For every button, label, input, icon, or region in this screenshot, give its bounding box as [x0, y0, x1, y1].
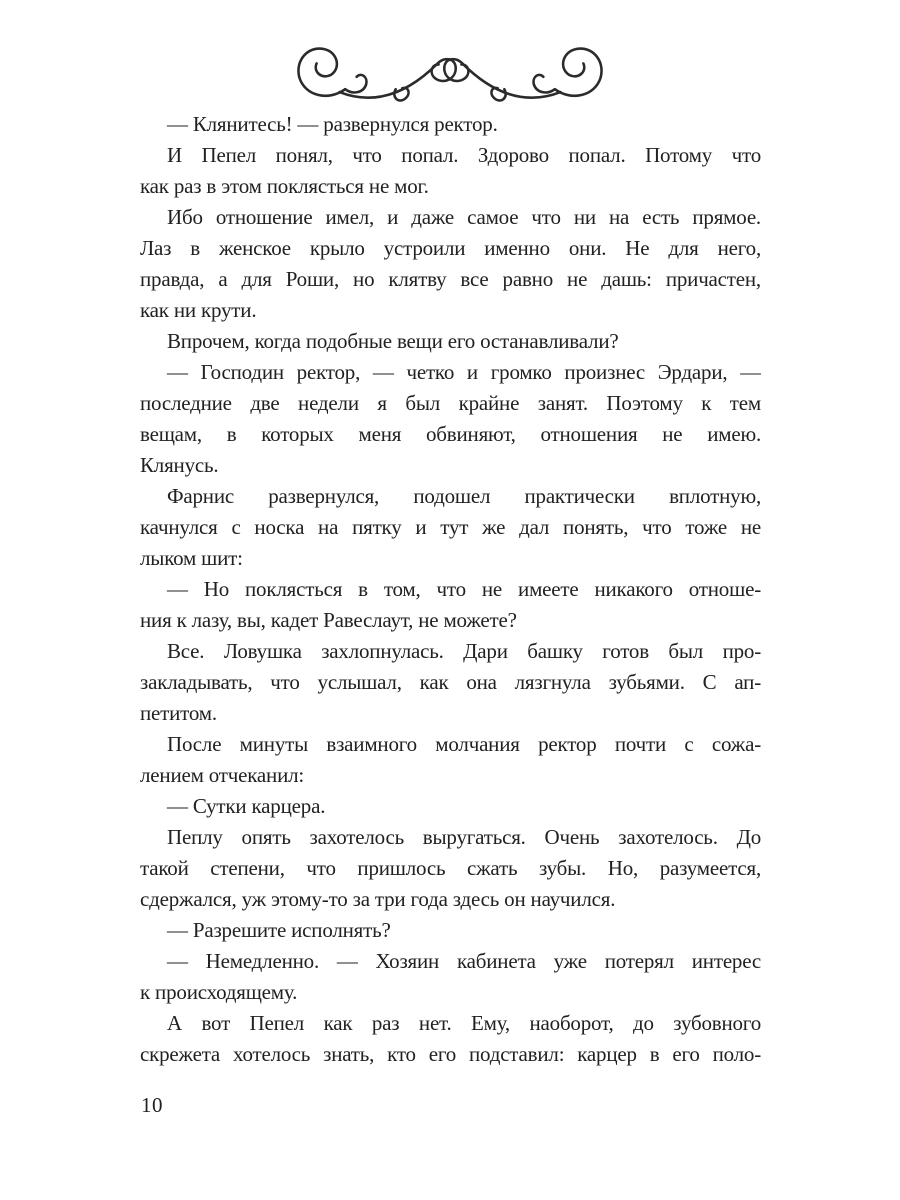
text-line: как ни крути. — [140, 298, 257, 322]
text-line: Пеплу опять захотелось выругаться. Очень захотелось. До — [167, 825, 761, 849]
text-line: сдержался, уж этому-то за три года здесь он научился. — [140, 887, 616, 911]
text-line: правда, а для Роши, но клятву все равно не дашь: причастен, — [140, 267, 761, 291]
text-line: скрежета хотелось знать, кто его подставил: карцер в его поло- — [140, 1042, 761, 1066]
text-line: — Клянитесь! — развернулся ректор. — [167, 112, 498, 136]
text-line: Клянусь. — [140, 453, 219, 477]
text-line: Фарнис развернулся, подошел практически вплотную, — [167, 484, 761, 508]
text-line: Все. Ловушка захлопнулась. Дари башку готов был про- — [167, 639, 761, 663]
text-line: — Разрешите исполнять? — [167, 918, 391, 942]
flourish-divider-icon — [288, 34, 612, 112]
text-line: петитом. — [140, 701, 217, 725]
text-line: качнулся с носка на пятку и тут же дал понять, что тоже не — [140, 515, 761, 539]
text-line: После минуты взаимного молчания ректор почти с сожа- — [167, 732, 761, 756]
text-line: вещам, в которых меня обвиняют, отношения не имею. — [140, 422, 761, 446]
text-line: лением отчеканил: — [140, 763, 305, 787]
text-line: Ибо отношение имел, и даже самое что ни на есть прямое. — [167, 205, 761, 229]
text-line: А вот Пепел как раз нет. Ему, наоборот, до зубовного — [167, 1011, 761, 1035]
text-column — [140, 109, 761, 1070]
text-line: такой степени, что пришлось сжать зубы. Но, разумеется, — [140, 856, 761, 880]
text-line: как раз в этом поклясться не мог. — [140, 174, 429, 198]
text-line: последние две недели я был крайне занят. Поэтому к тем — [140, 391, 761, 415]
text-line: Лаз в женское крыло устроили именно они. Не для него, — [140, 236, 761, 260]
text-line: закладывать, что услышал, как она лязгнула зубьями. С ап- — [140, 670, 761, 694]
text-line: Впрочем, когда подобные вещи его останавливали? — [167, 329, 619, 353]
page-number: 10 — [141, 1093, 163, 1117]
text-line: И Пепел понял, что попал. Здорово попал. Потому что — [167, 143, 761, 167]
text-line: к происходящему. — [140, 980, 298, 1004]
text-line: — Немедленно. — Хозяин кабинета уже потерял интерес — [167, 949, 761, 973]
text-line: — Господин ректор, — четко и громко произнес Эрдари, — — [167, 360, 761, 384]
text-line: — Но поклясться в том, что не имеете никакого отноше- — [167, 577, 761, 601]
text-line: — Сутки карцера. — [167, 794, 326, 818]
text-line: лыком шит: — [140, 546, 243, 570]
text-line: ния к лазу, вы, кадет Равеслаут, не можете? — [140, 608, 517, 632]
